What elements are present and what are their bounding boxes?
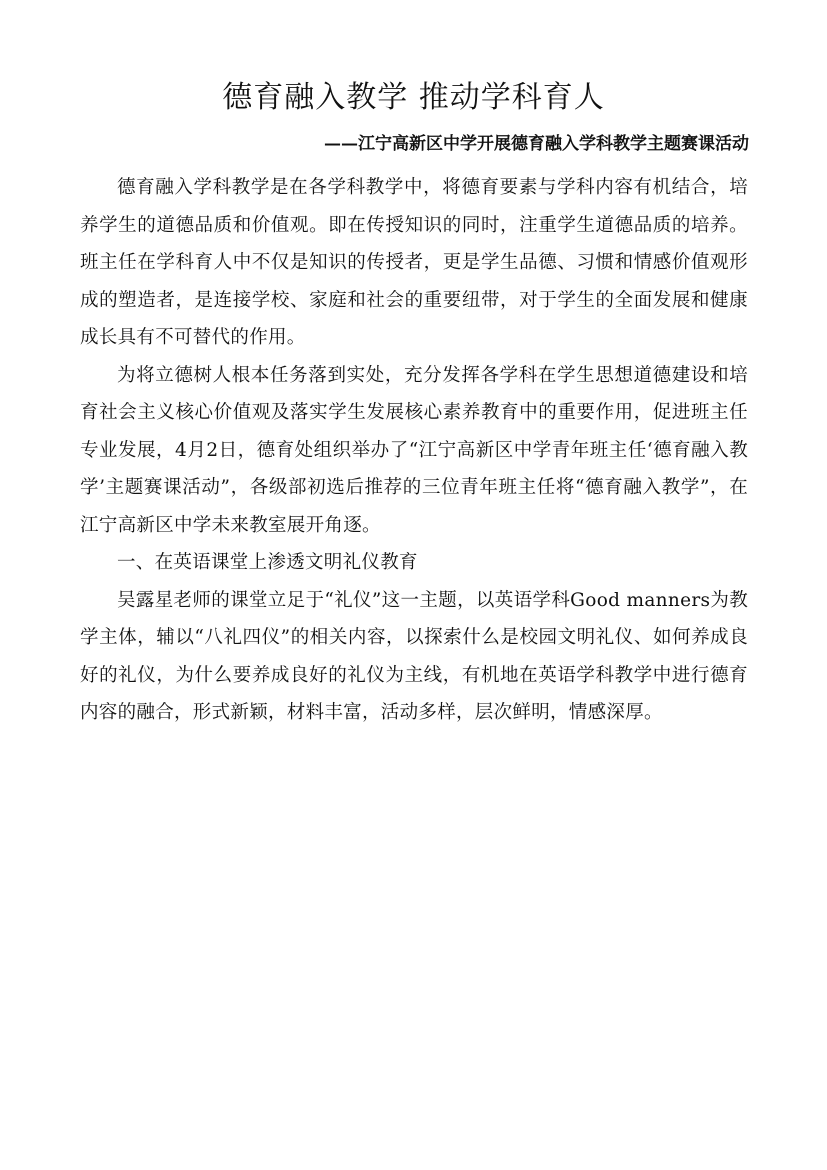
document-body [80,169,748,732]
document-title: 德育融入教学 推动学科育人 [222,80,605,115]
document-subtitle: ——江宁高新区中学开展德育融入学科教学主题赛课活动 [324,134,749,154]
section-heading: 一、在英语课堂上渗透文明礼仪教育 [117,552,418,573]
paragraph-purpose: 为将立德树人根本任务落到实处，充分发挥各学科在学生思想道德建设和培育社会主义核心价值观及落实学生发展核心素养教育中的重要作用，促进班主任专业发展，4月2日，德育处组织举办了“江宁高新区中学青年班主任‘德育融入教学’主题赛课活动”，各级部初选后推荐的三位青年班主任将“德育融入教学”，在江宁高新区中学未来教室展开角逐。 [80,364,748,536]
paragraph-intro: 德育融入学科教学是在各学科教学中，将德育要素与学科内容有机结合，培养学生的道德品质和价值观。即在传授知识的同时，注重学生道德品质的培养。班主任在学科育人中不仅是知识的传授者，更是学生品德、习惯和情感价值观形成的塑造者，是连接学校、家庭和社会的重要纽带，对于学生的全面发展和健康成长具有不可替代的作用。 [80,177,748,348]
paragraph-english-class: 吴露星老师的课堂立足于“礼仪”这一主题，以英语学科Good manners为教学主体，辅以“八礼四仪”的相关内容，以探索什么是校园文明礼仪、如何养成良好的礼仪，为什么要养成良好的礼仪为主线，有机地在英语学科教学中进行德育内容的融合，形式新颖，材料丰富，活动多样，层次鲜明，情感深厚。 [80,589,748,723]
